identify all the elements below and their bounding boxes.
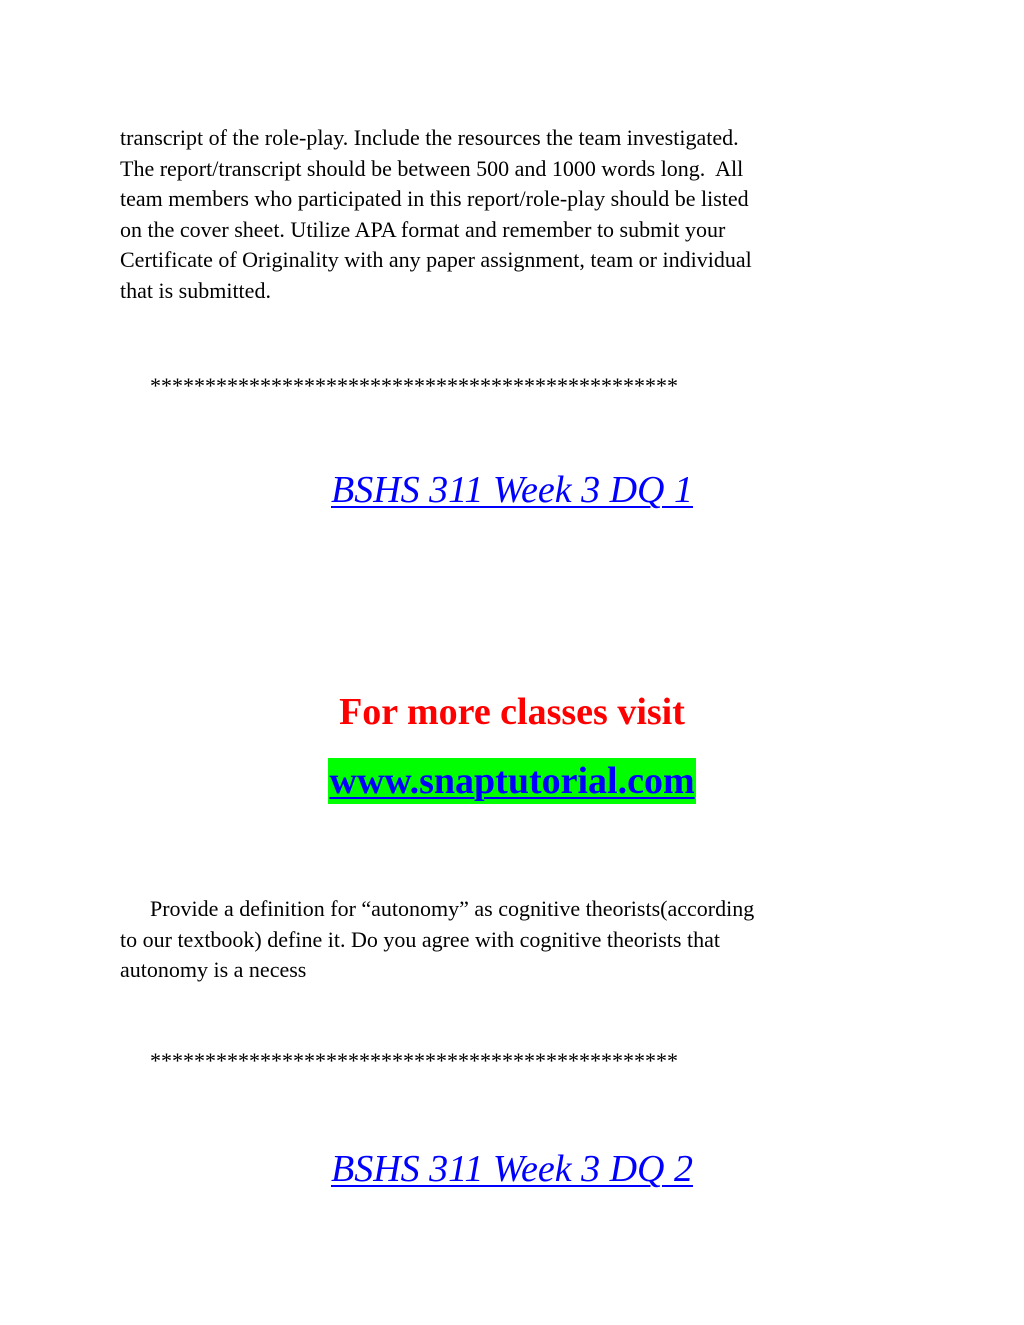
- promo-link-container: [0, 758, 1024, 804]
- paragraph-line: team members who participated in this report/role-play should be listed: [120, 186, 749, 212]
- week3-dq2-heading: [0, 1147, 1024, 1191]
- paragraph-line: transcript of the role-play. Include the resources the team investigated.: [120, 125, 739, 150]
- paragraph-line: Certificate of Originality with any paper assignment, team or individual: [120, 247, 752, 273]
- assignment-paragraph: [120, 123, 900, 307]
- paragraph-line: that is submitted.: [120, 277, 271, 303]
- week3-dq2-link[interactable]: BSHS 311 Week 3 DQ 2: [331, 1148, 693, 1190]
- paragraph-line: on the cover sheet. Utilize APA format and remember to submit your: [120, 216, 726, 242]
- paragraph-line: to our textbook) define it. Do you agree with cognitive theorists that: [120, 926, 720, 952]
- paragraph-line: autonomy is a necess: [120, 957, 307, 983]
- asterisk-separator: ************************************************: [150, 373, 678, 398]
- question-paragraph: [120, 894, 900, 986]
- week3-dq1-link[interactable]: BSHS 311 Week 3 DQ 1: [331, 469, 693, 511]
- promo-title: For more classes visit: [339, 691, 685, 733]
- asterisk-separator: ************************************************: [150, 1048, 678, 1073]
- paragraph-line: Provide a definition for “autonomy” as cognitive theorists(according: [150, 896, 755, 921]
- paragraph-line: The report/transcript should be between 500 and 1000 words long. All: [120, 155, 744, 181]
- week3-dq1-heading: [0, 468, 1024, 512]
- snaptutorial-link[interactable]: www.snaptutorial.com: [329, 760, 695, 802]
